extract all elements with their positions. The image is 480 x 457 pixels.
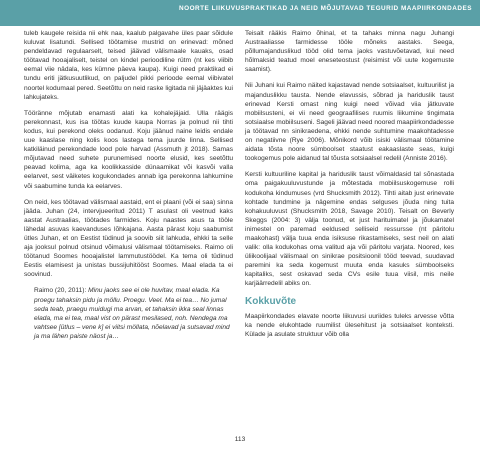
paragraph: Tööränne mõjutab enamasti alati ka kohalejäjaid. Ulla räägis perekonnast, kus isa töötas kuude kaupa Norras ja polnud nii tihti kodus, kui perekond oleks oodanud. Koju jäänud naine leidis endale uue kaaslase ning kolis koos lastega tema juurde linna. Sellised katkiläinud perekondade lood pole harvad (Assmuth jt 2018). Samas mõjutavad need suhete purunemised noorte elusid, kes seetõttu peavad kolima, aga ka koolikkasside dünaamikat või kasvõi valla eelarvet, sest väiketes kogukondades annab iga perekonna lahkumine või saabumine tunda ka eelarves. bbox=[24, 109, 233, 190]
paragraph: Maapiirkondades elavate noorte liikuvusi uuriides tuleks arvesse võtta ka nende elukohtade ruumilist ülesehitust ja sotsiaalset konteksti. Külade ja asulate struktuur võib olla bbox=[245, 312, 454, 338]
quote-source: Raimo (20, 2011): bbox=[34, 287, 87, 295]
paragraph: tuleb kaugele reisida nii ehk naa, kaalub palgavahe üles paar sõidule kuluvat lisatundi. Sellised töötamise mustrid on erinevad: mõned pendeldavad regulaarselt, teised jäävad välismaale kauaks, osad töötavad hooajaliselt, teistel on kindel perioodiline rütm (nt kes viibib eemal viie nädala, kes kümne päeva kaupa). Kuigi need praktikad ei tundu eriti jätkusuutlikud, on paljudel pikki perioode eemal viibivatel noortel kodumaal pered. Seetõttu on neid raske ligitada nii jäjäaktes kui lahkujateks. bbox=[24, 30, 233, 101]
running-header-title: NOORTE LIIKUVUSPRAKTIKAD JA NEID MÕJUTAVAD TEGURID MAAPIIRKONDADES bbox=[178, 5, 472, 12]
quote-text: Minu jaoks see ei ole huvitav, maal elada. Ka proegu tahaksin pidu ja möllu. Proegu. Veel. Ma ei tea… No jumal seda teab, praegu muidugi ma arvan, et tahaksin ikka seal linnas elada, ma ei tea, maal vist on pärast mesilased, noh. Nendega ma vahtsee [ütlus – vene k] ei viitsi möllata, nõelavad ja sutsavad mind ja ma lähen paiste näost ja… bbox=[34, 287, 230, 340]
paragraph: Teisalt rääkis Raimo õhinal, et ta tahaks minna nagu Juhangi Austraaliasse farmidesse tööle mõneks aastaks. Seega, põllumajanduslikud tööd olid tema jaoks vastuvõetavad, kui need hõlmaksid teatud moel eneseteostust (reisimist või uute kogemuste saamist). bbox=[245, 30, 454, 74]
header-bar bbox=[0, 0, 480, 26]
paragraph: On neid, kes töötavad välismaal aastaid, ent ei plaani (või ei saa) sinna jääda. Juhan (24, intervjueeritud 2011) T asulast oli veetnud kaks aastat Austraalias, töötades farmides. Koju naastes asus ta tööle lähedal asuvas kaevanduses lõhkajana. Aasta pärast koju saabumist ütles Juhan, et on Eestist tüdinud ja soovib siit lahkuda, ehkki ta selle aja jooksul polnud otsinud võimalusi välismaal töötamiseks. Raimo oli töötanud Soomes hooajalistel lammutustöödel. Ka tema oli tüdinud Eestis elamisest ja unistas bussijuhitööst Soomes. Maal elada ta ei soovinud. bbox=[24, 198, 233, 279]
paragraph: Kersti kultuuriline kapital ja hariduslik taust võimaldasid tal sõnastada oma paigakuuluvustunde ja mõtestada mobiilsuskogemuse rolli kodukoha kindumuses (vrd Shucksmith 2012). Tihti aitab just erinevate kohtade tundmine ja nägemine endas selguses jõuda ning tuita kohakuuluvust (Shucksmith 2018, Savage 2010). Teisalt on Beverly Skeggs (2004: 3) välja toonud, et just harituimatel ja jõukamatel inimestel on paremad eeldused selliseid ressursse (nt päritolu maakohast) välja tuua enda isiksuse rikastamiseks, sest neil on alati valik: olla kodukohas oma valitud aja või päritolu varjata. Noored, kes üliikoolijaal välismaal on sinikrae positsioonil tööd teevad, suudavad paremini ka seda kogemust muuta enda kasuks sümboolseks kapitaliks, sest oskavad seda CVs esile tuua viisil, mis neile karjäärredelil abiks on. bbox=[245, 171, 454, 288]
section-heading: Kokkuvõte bbox=[245, 295, 297, 307]
interview-quote bbox=[34, 286, 233, 341]
right-column bbox=[245, 29, 454, 346]
paragraph: Nii Juhani kui Raimo näited kajastavad nende sotsiaalset, kultuurilist ja majanduslikku tausta. Nende elavussis, sõbrad ja hariduslik taust erinevad Kersti omast ning kuigi need võivad viia jätkuvate mobiilsusteni, ei vii need geograafilises ruumis liikumine tingimata sotsiaalse mobiilsuseni. Sageli jäävad need noored maapiirkondadesse ja töötavad nn sinikraedena, ehkki nende suhtumine maakohtadesse on negatiivne (Rye 2006). Mõnikord võib isiski välismaal töötamine aidata tõsta noore sümboolset staatust eakaaslaste seas, kuigi tookogemus pole aidanud tal tõusta sotsiaalsel redelil (Anniste 2016). bbox=[245, 82, 454, 163]
left-column bbox=[24, 29, 233, 341]
page-number: 113 bbox=[234, 436, 246, 443]
